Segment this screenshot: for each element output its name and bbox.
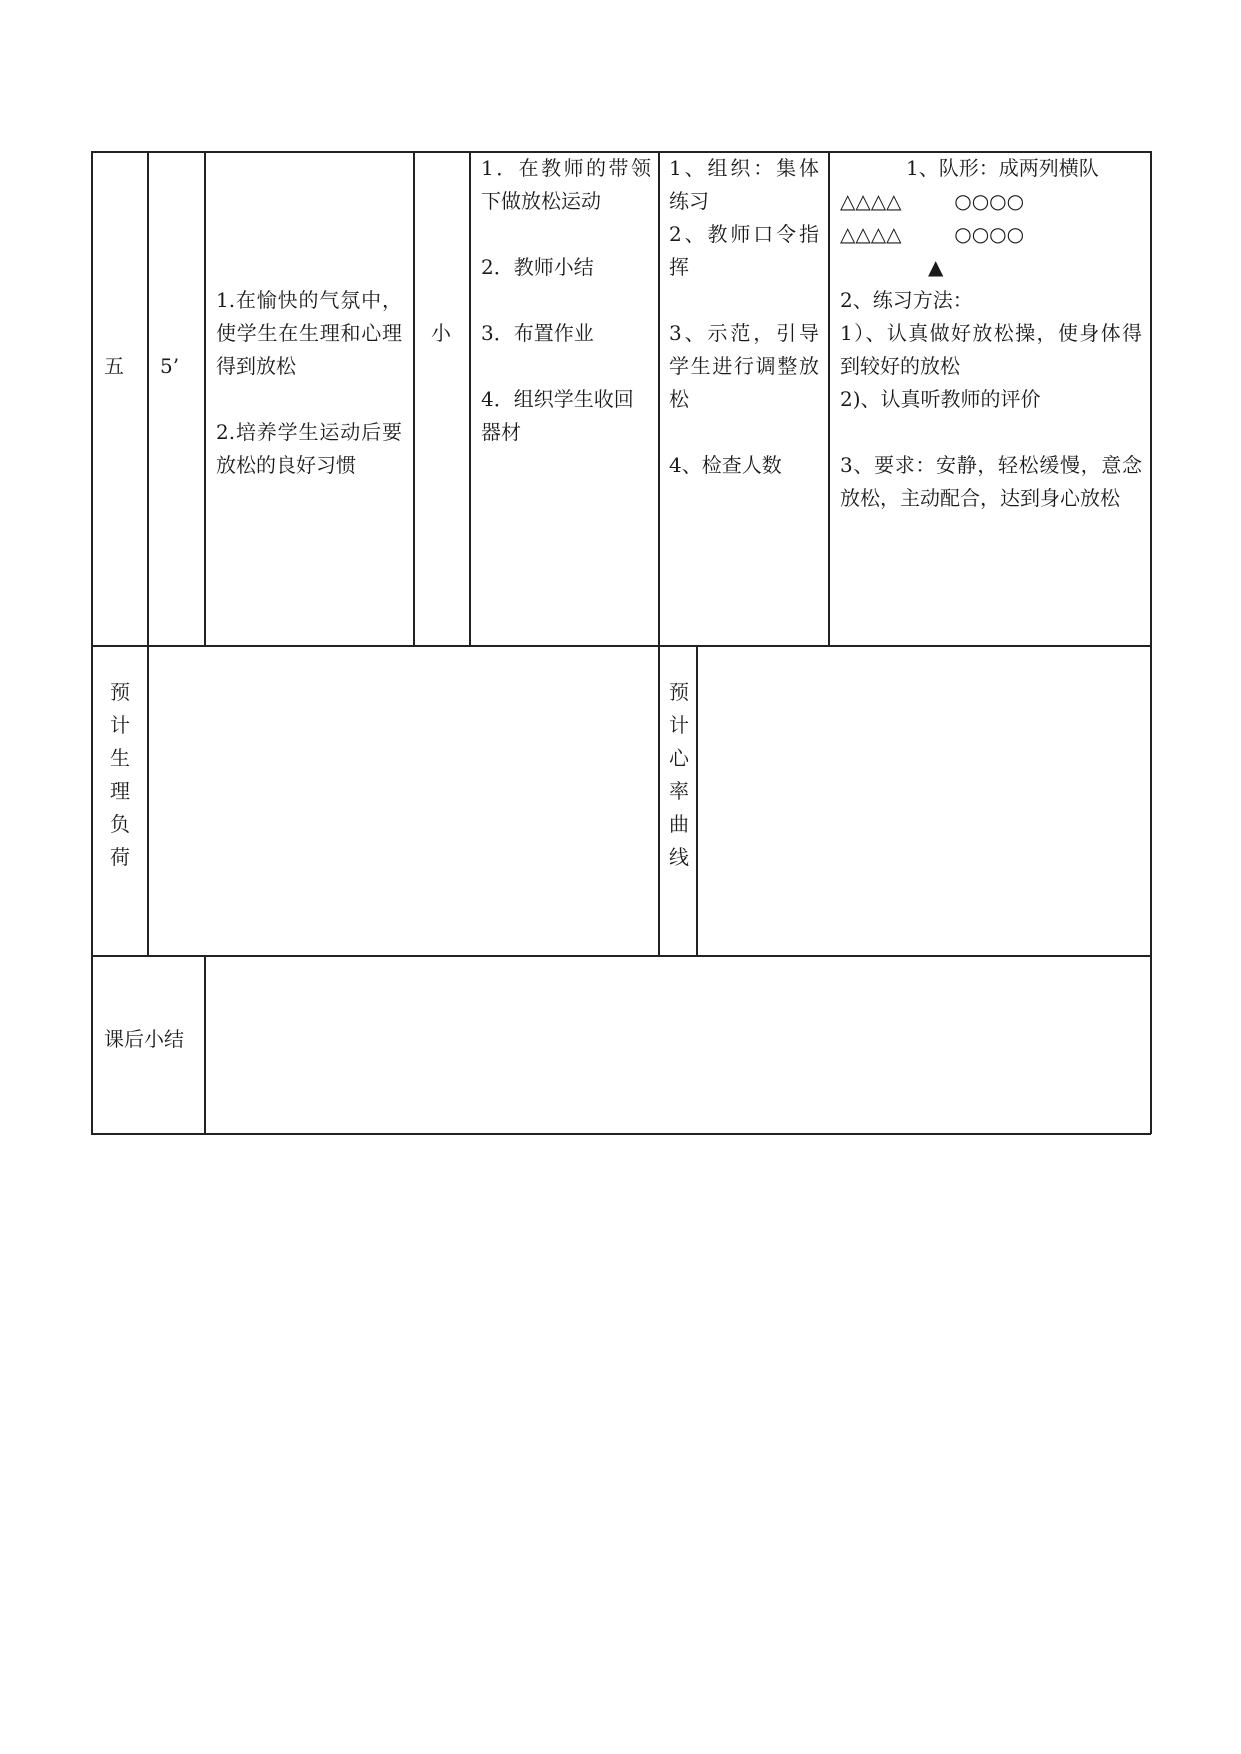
content-cell (481, 152, 651, 449)
col-divider-goals (413, 151, 415, 645)
teacher-item-1: 1、组织：集体练习 (669, 156, 819, 213)
content-item-1: 1．在教师的带领下做放松运动 (481, 156, 651, 213)
table-border-left (91, 151, 93, 1134)
student-cell (840, 152, 1142, 515)
method-item-2: 2)、认真听教师的评价 (840, 387, 1041, 411)
col-divider-summary (204, 955, 206, 1134)
content-item-3: 3．布置作业 (481, 321, 594, 345)
time-cell: 5’ (160, 354, 180, 378)
triangle-row-1: △△△△ (840, 189, 902, 213)
summary-label-cell: 课后小结 (104, 1027, 184, 1051)
content-item-4: 4．组织学生收回器材 (481, 387, 634, 444)
row-divider-1 (91, 645, 1151, 647)
goal-item-1: 1.在愉快的气氛中，使学生在生理和心理得到放松 (216, 288, 402, 378)
table-border-bottom (91, 1133, 1151, 1135)
load-label-cell: 预计生理负荷 (110, 680, 130, 869)
heart-label-cell: 预计心率曲线 (669, 680, 689, 869)
requirement-item: 3、要求：安静，轻松缓慢，意念放松，主动配合，达到身心放松 (840, 453, 1142, 510)
teacher-item-3: 3、示范，引导学生进行调整放松 (669, 321, 819, 411)
teacher-cell (669, 152, 819, 482)
stage-cell: 五 (104, 354, 124, 378)
row-divider-2 (91, 955, 1151, 957)
table-border-right (1150, 151, 1152, 1134)
col-divider-intensity (469, 151, 471, 645)
content-item-2: 2．教师小结 (481, 255, 594, 279)
teacher-position (840, 251, 1142, 284)
intensity-cell: 小 (431, 321, 451, 345)
formation-title: 1、队形：成两列横队 (906, 156, 1099, 180)
formation-row-1 (840, 185, 1142, 218)
col-divider-heart-label (696, 645, 698, 956)
circle-row-1: ○○○○ (954, 189, 1025, 213)
teacher-item-4: 4、检查人数 (669, 453, 782, 477)
formation-row-2 (840, 218, 1142, 251)
triangle-row-2: △△△△ (840, 222, 902, 246)
teacher-item-2: 2、教师口令指挥 (669, 222, 819, 279)
method-title: 2、练习方法： (840, 288, 973, 312)
col-divider-content (658, 151, 660, 956)
circle-row-2: ○○○○ (954, 222, 1025, 246)
goals-cell (216, 284, 402, 482)
col-divider-stage (147, 151, 149, 956)
col-divider-teacher (828, 151, 830, 645)
method-item-1: 1）、认真做好放松操，使身体得到较好的放松 (840, 321, 1142, 378)
teacher-triangle-icon: ▲ (928, 255, 944, 279)
col-divider-time (204, 151, 206, 645)
goal-item-2: 2.培养学生运动后要放松的良好习惯 (216, 420, 402, 477)
